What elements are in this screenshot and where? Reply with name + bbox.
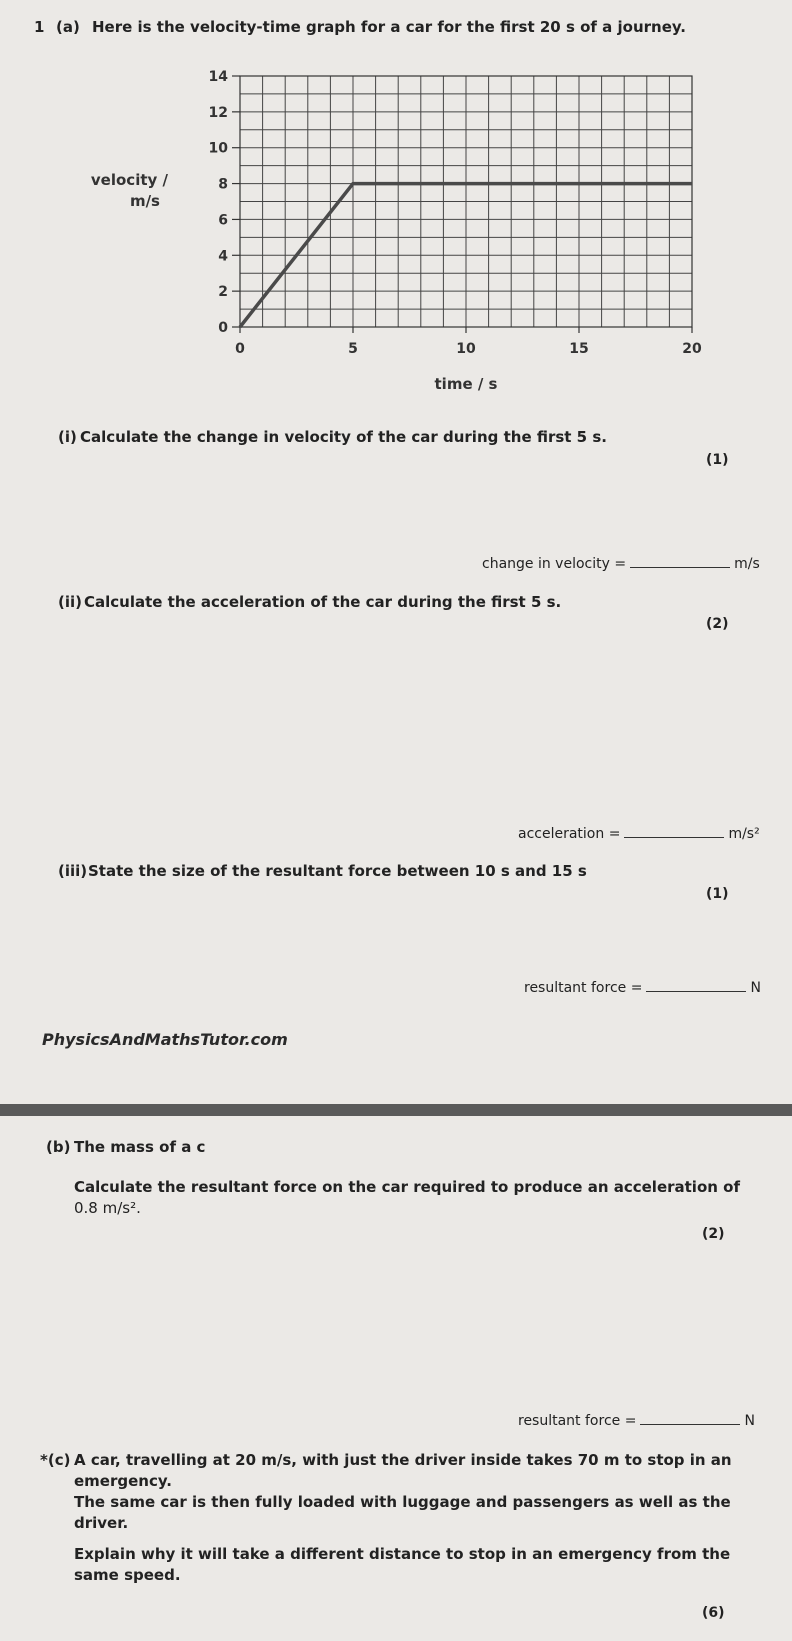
x-axis-label: time / s	[434, 375, 498, 393]
part-ii-unit: m/s²	[728, 826, 760, 842]
part-a-label: (a)	[56, 18, 80, 36]
part-c-line4: driver.	[74, 1514, 129, 1532]
question-intro: Here is the velocity-time graph for a car for the first 20 s of a journey.	[92, 18, 686, 36]
part-ii-marks: (2)	[706, 616, 729, 632]
part-c-label: *(c)	[40, 1451, 71, 1469]
part-b-answer-label: resultant force =	[518, 1413, 637, 1429]
part-ii-label: (ii)	[58, 593, 82, 611]
x-tick-label: 20	[682, 341, 702, 357]
y-tick-label: 14	[208, 69, 228, 85]
part-c-line6: same speed.	[74, 1566, 181, 1584]
part-b-answer-line	[518, 1413, 755, 1429]
part-iii-answer-blank[interactable]	[646, 990, 746, 992]
page-divider	[0, 1104, 792, 1116]
part-b-question-line1: Calculate the resultant force on the car required to produce an acceleration of	[74, 1178, 740, 1196]
x-tick-label: 10	[456, 341, 476, 357]
y-tick-label: 4	[218, 248, 228, 265]
part-b-unit: N	[744, 1413, 755, 1429]
part-i-answer-blank[interactable]	[630, 566, 730, 568]
part-i-answer-line	[482, 556, 760, 572]
x-tick-label: 15	[569, 341, 589, 357]
part-i-label: (i)	[58, 428, 77, 446]
part-b-question-line2: 0.8 m/s².	[74, 1199, 141, 1217]
part-c-line3: The same car is then fully loaded with luggage and passengers as well as the	[74, 1493, 731, 1511]
part-b-answer-blank[interactable]	[640, 1423, 740, 1425]
part-c-line1: A car, travelling at 20 m/s, with just the driver inside takes 70 m to stop in an	[74, 1451, 732, 1469]
part-ii-question: Calculate the acceleration of the car during the first 5 s.	[84, 593, 562, 611]
part-i-unit: m/s	[734, 556, 760, 572]
x-tick-label: 0	[235, 341, 245, 357]
part-i-question: Calculate the change in velocity of the car during the first 5 s.	[80, 428, 607, 446]
y-tick-label: 10	[208, 140, 228, 157]
y-tick-label: 0	[218, 320, 228, 336]
part-iii-answer-label: resultant force =	[524, 980, 643, 996]
part-iii-label: (iii)	[58, 862, 88, 880]
part-ii-answer-line	[518, 826, 760, 842]
part-c-marks: (6)	[702, 1605, 725, 1621]
x-tick-label: 5	[348, 341, 358, 357]
part-i-answer-label: change in velocity =	[482, 556, 627, 572]
part-iii-question: State the size of the resultant force between 10 s and 15 s	[88, 862, 587, 880]
y-tick-label: 2	[218, 284, 228, 301]
part-iii-answer-line	[524, 980, 761, 996]
y-tick-label: 6	[218, 212, 228, 229]
part-i-marks: (1)	[706, 452, 729, 468]
y-tick-label: 8	[218, 176, 228, 193]
velocity-time-graph	[0, 60, 792, 400]
part-iii-unit: N	[750, 980, 761, 996]
part-b-label: (b)	[46, 1138, 71, 1156]
part-c-line2: emergency.	[74, 1472, 172, 1490]
part-b-line1: The mass of a c	[74, 1138, 206, 1156]
part-iii-marks: (1)	[706, 886, 729, 902]
y-axis-label-line2: m/s	[129, 192, 160, 210]
part-c-line5: Explain why it will take a different distance to stop in an emergency from the	[74, 1545, 731, 1563]
part-ii-answer-label: acceleration =	[518, 826, 621, 842]
y-tick-label: 12	[208, 104, 228, 121]
part-ii-answer-blank[interactable]	[624, 836, 724, 838]
chart-svg	[0, 60, 792, 400]
question-number: 1	[34, 18, 45, 36]
brand-watermark: PhysicsAndMathsTutor.com	[42, 1030, 288, 1049]
part-b-marks: (2)	[702, 1226, 725, 1242]
y-axis-label-line1: velocity /	[90, 171, 168, 189]
